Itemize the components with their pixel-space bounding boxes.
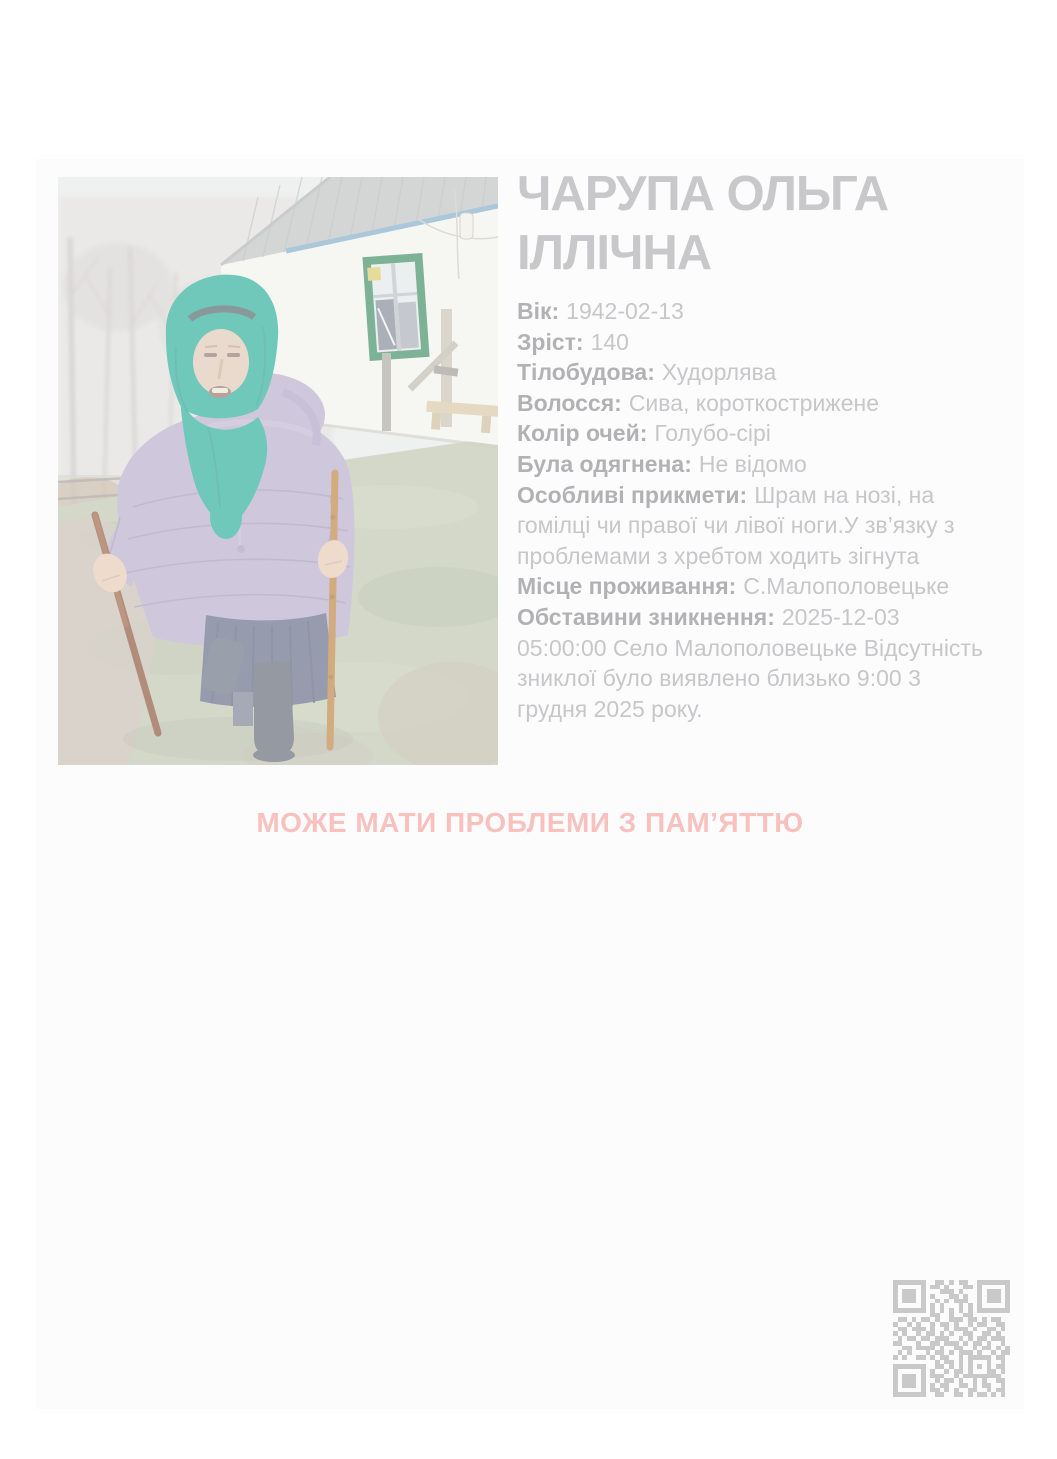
field-row xyxy=(517,418,995,449)
field-label: Була одягнена: xyxy=(517,450,692,477)
field-value: 1942-02-13 xyxy=(566,298,684,324)
missing-person-photo xyxy=(58,177,498,765)
field-value: Голубо-сірі xyxy=(654,420,771,447)
photo-illustration xyxy=(58,177,498,765)
fade-overlay xyxy=(58,177,498,765)
field-label: Особливі прикмети: xyxy=(517,481,748,508)
field-row xyxy=(517,388,995,419)
field-value: Худорлява xyxy=(661,359,777,386)
field-label: Волосся: xyxy=(517,389,622,416)
warning-text: МОЖЕ МАТИ ПРОБЛЕМИ З ПАМ’ЯТТЮ xyxy=(256,807,804,838)
field-row xyxy=(517,571,995,602)
poster-card xyxy=(36,159,1024,1409)
field-label: Вік: xyxy=(517,298,560,324)
field-value: 140 xyxy=(590,328,629,355)
fields-list xyxy=(517,296,995,724)
field-row xyxy=(517,449,995,480)
field-row xyxy=(517,296,995,327)
field-row xyxy=(517,602,995,724)
field-label: Обставини зникнення: xyxy=(517,603,775,630)
qr-module xyxy=(1005,1392,1010,1397)
qr-code xyxy=(893,1280,1010,1397)
person-name-title: ЧАРУПА ОЛЬГА ІЛЛІЧНА xyxy=(517,167,889,280)
field-row xyxy=(517,327,995,358)
field-label: Колір очей: xyxy=(517,420,648,447)
field-value: С.Малополовецьке xyxy=(743,573,950,600)
field-row xyxy=(517,357,995,388)
info-column xyxy=(517,165,995,724)
field-row xyxy=(517,480,995,572)
field-value: Шрам на нозі, на гомілці чи правої чи лівої ноги.У зв’язку з проблемами з хребтом ходить зігнута xyxy=(517,481,955,569)
field-value: 2025-12-03 05:00:00 Село Малополовецьке Відсутність зниклої було виявлено близько 9:00 3 грудня 2025 року. xyxy=(517,603,983,722)
field-label: Тілобудова: xyxy=(517,359,655,386)
field-label: Зріст: xyxy=(517,328,584,355)
field-value: Не відомо xyxy=(698,450,807,477)
field-label: Місце проживання: xyxy=(517,573,737,600)
field-value: Сива, короткострижене xyxy=(628,389,879,416)
